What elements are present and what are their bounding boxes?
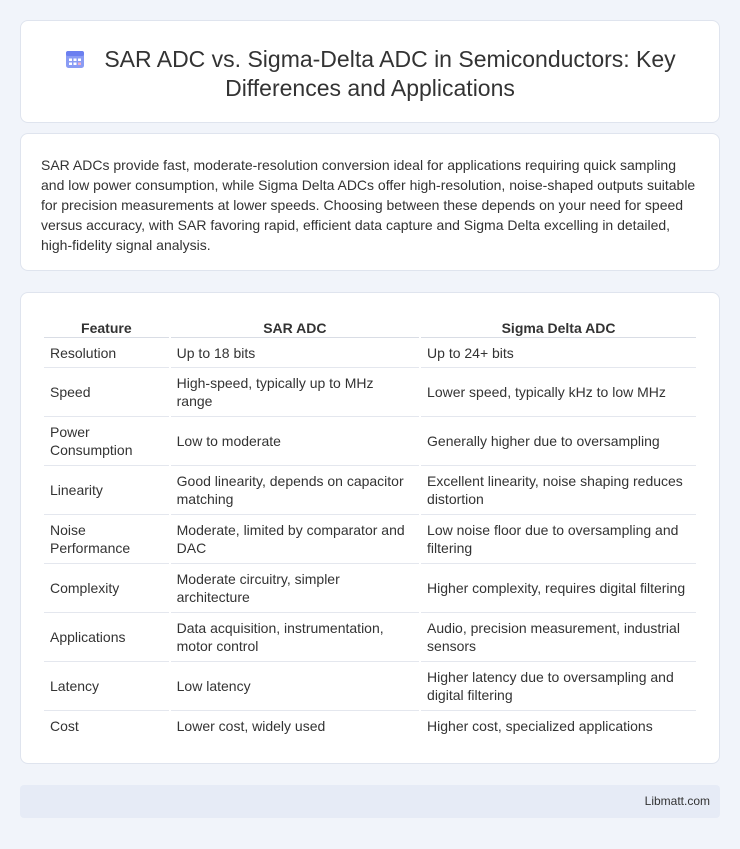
table-row (44, 368, 696, 417)
header-sigma-delta-adc: Sigma Delta ADC (421, 316, 696, 338)
sar-cell: Moderate, limited by comparator and DAC (171, 515, 419, 564)
feature-cell: Latency (44, 662, 169, 711)
sar-cell: Lower cost, widely used (176, 718, 326, 734)
footer-brand: Libmatt.com (644, 794, 710, 808)
sar-cell: Good linearity, depends on capacitor matching (171, 466, 419, 515)
sar-cell: Low latency (171, 662, 419, 711)
sigma-delta-cell: Audio, precision measurement, industrial sensors (421, 613, 696, 662)
sar-cell: High-speed, typically up to MHz range (171, 368, 419, 417)
feature-cell: Resolution (44, 338, 169, 368)
feature-cell: Linearity (44, 466, 169, 515)
feature-cell: Cost (50, 718, 79, 734)
intro-card (20, 133, 720, 271)
intro-paragraph: SAR ADCs provide fast, moderate-resolution conversion ideal for applications requiring quick sampling and low power consumption, while Sigma Delta ADCs offer high-resolution, noise-shaped outputs suitable for precision measurements at lower speeds. Choosing between these depends on your need for speed versus accuracy, with SAR favoring rapid, efficient data capture and Sigma Delta excelling in detailed, high-fidelity signal analysis. (41, 157, 696, 253)
sar-cell: Low to moderate (171, 417, 419, 466)
table-row (44, 711, 696, 741)
sar-cell: Data acquisition, instrumentation, motor control (171, 613, 419, 662)
header-feature: Feature (44, 316, 169, 338)
page-title: SAR ADC vs. Sigma-Delta ADC in Semiconductors: Key Differences and Applications (104, 46, 676, 101)
table-row (44, 662, 696, 711)
calendar-icon (64, 48, 86, 70)
table-row (44, 515, 696, 564)
table-header-row (44, 316, 696, 338)
footer-bar (20, 785, 720, 818)
table-row (44, 564, 696, 613)
sigma-delta-cell: Higher complexity, requires digital filtering (421, 564, 696, 613)
feature-cell: Noise Performance (44, 515, 169, 564)
table-row (44, 338, 696, 368)
comparison-table (42, 316, 698, 741)
feature-cell: Speed (44, 368, 169, 417)
title-card (20, 20, 720, 123)
feature-cell: Complexity (44, 564, 169, 613)
sigma-delta-cell: Low noise floor due to oversampling and filtering (421, 515, 696, 564)
sigma-delta-cell: Up to 24+ bits (421, 338, 696, 368)
sigma-delta-cell: Generally higher due to oversampling (421, 417, 696, 466)
feature-cell: Power Consumption (44, 417, 169, 466)
sigma-delta-cell: Excellent linearity, noise shaping reduces distortion (421, 466, 696, 515)
table-row (44, 466, 696, 515)
sar-cell: Up to 18 bits (171, 338, 419, 368)
table-row (44, 613, 696, 662)
page-title-wrap (21, 45, 719, 103)
sigma-delta-cell: Higher cost, specialized applications (427, 718, 653, 734)
comparison-card (20, 292, 720, 764)
header-sar-adc: SAR ADC (171, 316, 419, 338)
sigma-delta-cell: Lower speed, typically kHz to low MHz (421, 368, 696, 417)
table-row (44, 417, 696, 466)
feature-cell: Applications (44, 613, 169, 662)
sigma-delta-cell: Higher latency due to oversampling and digital filtering (421, 662, 696, 711)
sar-cell: Moderate circuitry, simpler architecture (171, 564, 419, 613)
